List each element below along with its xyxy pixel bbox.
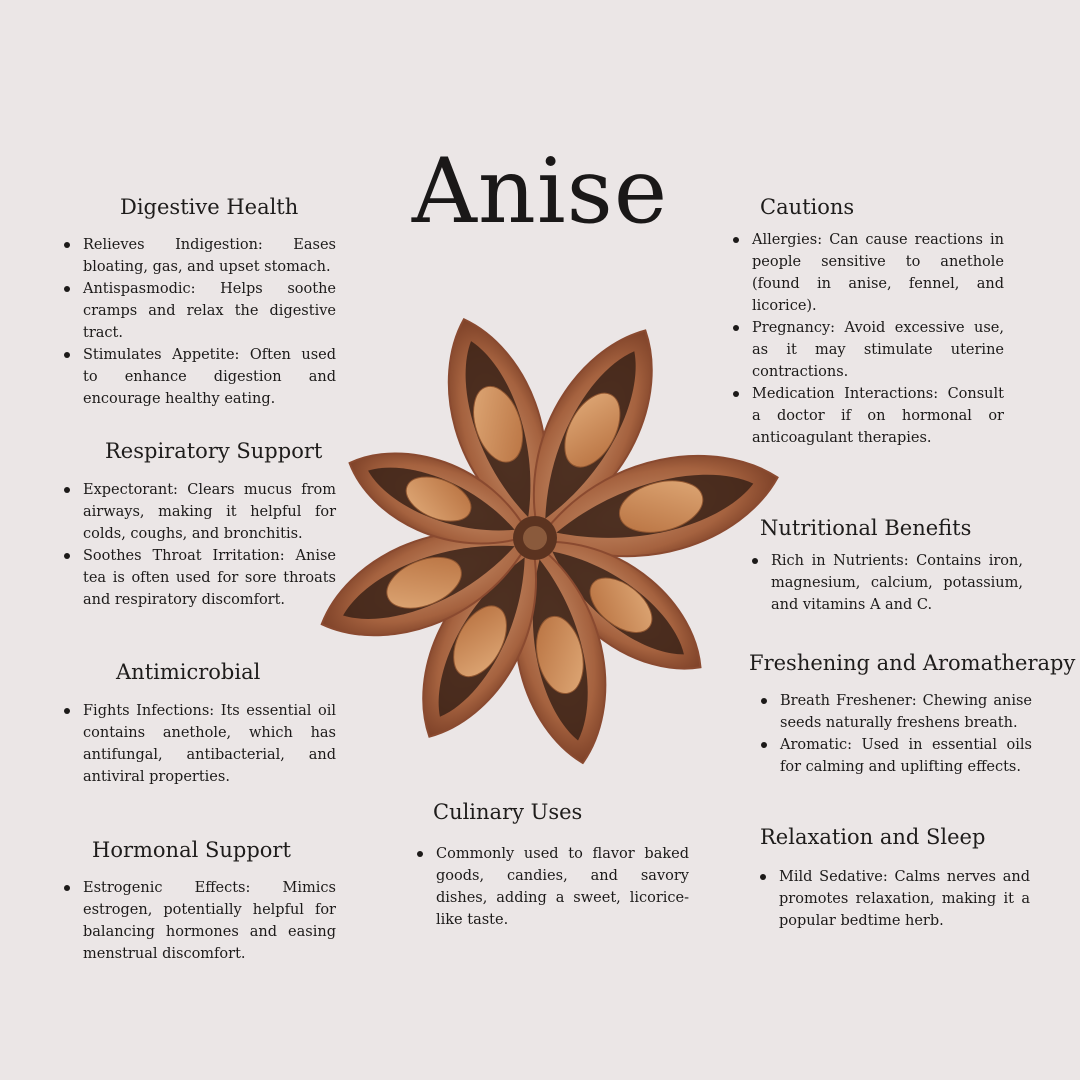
list-item: Aromatic: Used in essential oils for calming and uplifting effects. <box>759 734 1032 778</box>
bullet-list <box>62 479 336 611</box>
bullet-list <box>731 229 1004 449</box>
section-cautions <box>731 194 1004 449</box>
list-item: Allergies: Can cause reactions in people sensitive to anethole (found in anise, fennel, and licorice). <box>731 229 1004 317</box>
list-item: Soothes Throat Irritation: Anise tea is often used for sore throats and respiratory discomfort. <box>62 545 336 611</box>
section-freshening-aromatherapy <box>749 650 1076 778</box>
section-heading: Cautions <box>760 195 855 219</box>
section-heading: Culinary Uses <box>433 800 583 824</box>
list-item: Antispasmodic: Helps soothe cramps and relax the digestive tract. <box>62 278 336 344</box>
bullet-list <box>62 877 336 965</box>
bullet-list <box>62 700 336 788</box>
section-heading: Freshening and Aromatherapy <box>749 651 1076 675</box>
section-respiratory-support <box>62 438 336 611</box>
star-anise-illustration <box>300 290 790 790</box>
list-item: Expectorant: Clears mucus from airways, making it helpful for colds, coughs, and bronchitis. <box>62 479 336 545</box>
bullet-list <box>750 550 1023 616</box>
section-culinary-uses <box>415 799 689 931</box>
list-item: Fights Infections: Its essential oil contains anethole, which has antifungal, antibacterial, and antiviral properties. <box>62 700 336 788</box>
bullet-list <box>758 866 1030 932</box>
section-relaxation-sleep <box>758 824 1030 932</box>
section-antimicrobial <box>62 659 336 788</box>
list-item: Medication Interactions: Consult a doctor if on hormonal or anticoagulant therapies. <box>731 383 1004 449</box>
list-item: Estrogenic Effects: Mimics estrogen, potentially helpful for balancing hormones and easing menstrual discomfort. <box>62 877 336 965</box>
section-heading: Nutritional Benefits <box>760 516 972 540</box>
section-heading: Hormonal Support <box>92 838 291 862</box>
list-item: Relieves Indigestion: Eases bloating, gas, and upset stomach. <box>62 234 336 278</box>
section-heading: Relaxation and Sleep <box>760 825 986 849</box>
list-item: Pregnancy: Avoid excessive use, as it may stimulate uterine contractions. <box>731 317 1004 383</box>
section-heading: Respiratory Support <box>105 439 323 463</box>
list-item: Mild Sedative: Calms nerves and promotes relaxation, making it a popular bedtime herb. <box>758 866 1030 932</box>
list-item: Breath Freshener: Chewing anise seeds naturally freshens breath. <box>759 690 1032 734</box>
bullet-list <box>62 234 336 410</box>
section-digestive-health <box>62 194 336 410</box>
bullet-list <box>415 843 689 931</box>
page-title: Anise <box>411 139 669 245</box>
list-item: Stimulates Appetite: Often used to enhance digestion and encourage healthy eating. <box>62 344 336 410</box>
section-heading: Antimicrobial <box>116 660 261 684</box>
section-nutritional-benefits <box>750 515 1023 616</box>
list-item: Commonly used to flavor baked goods, candies, and savory dishes, adding a sweet, licorice-like taste. <box>415 843 689 931</box>
section-hormonal-support <box>62 837 336 965</box>
section-heading: Digestive Health <box>120 195 299 219</box>
list-item: Rich in Nutrients: Contains iron, magnesium, calcium, potassium, and vitamins A and C. <box>750 550 1023 616</box>
bullet-list <box>759 690 1032 778</box>
